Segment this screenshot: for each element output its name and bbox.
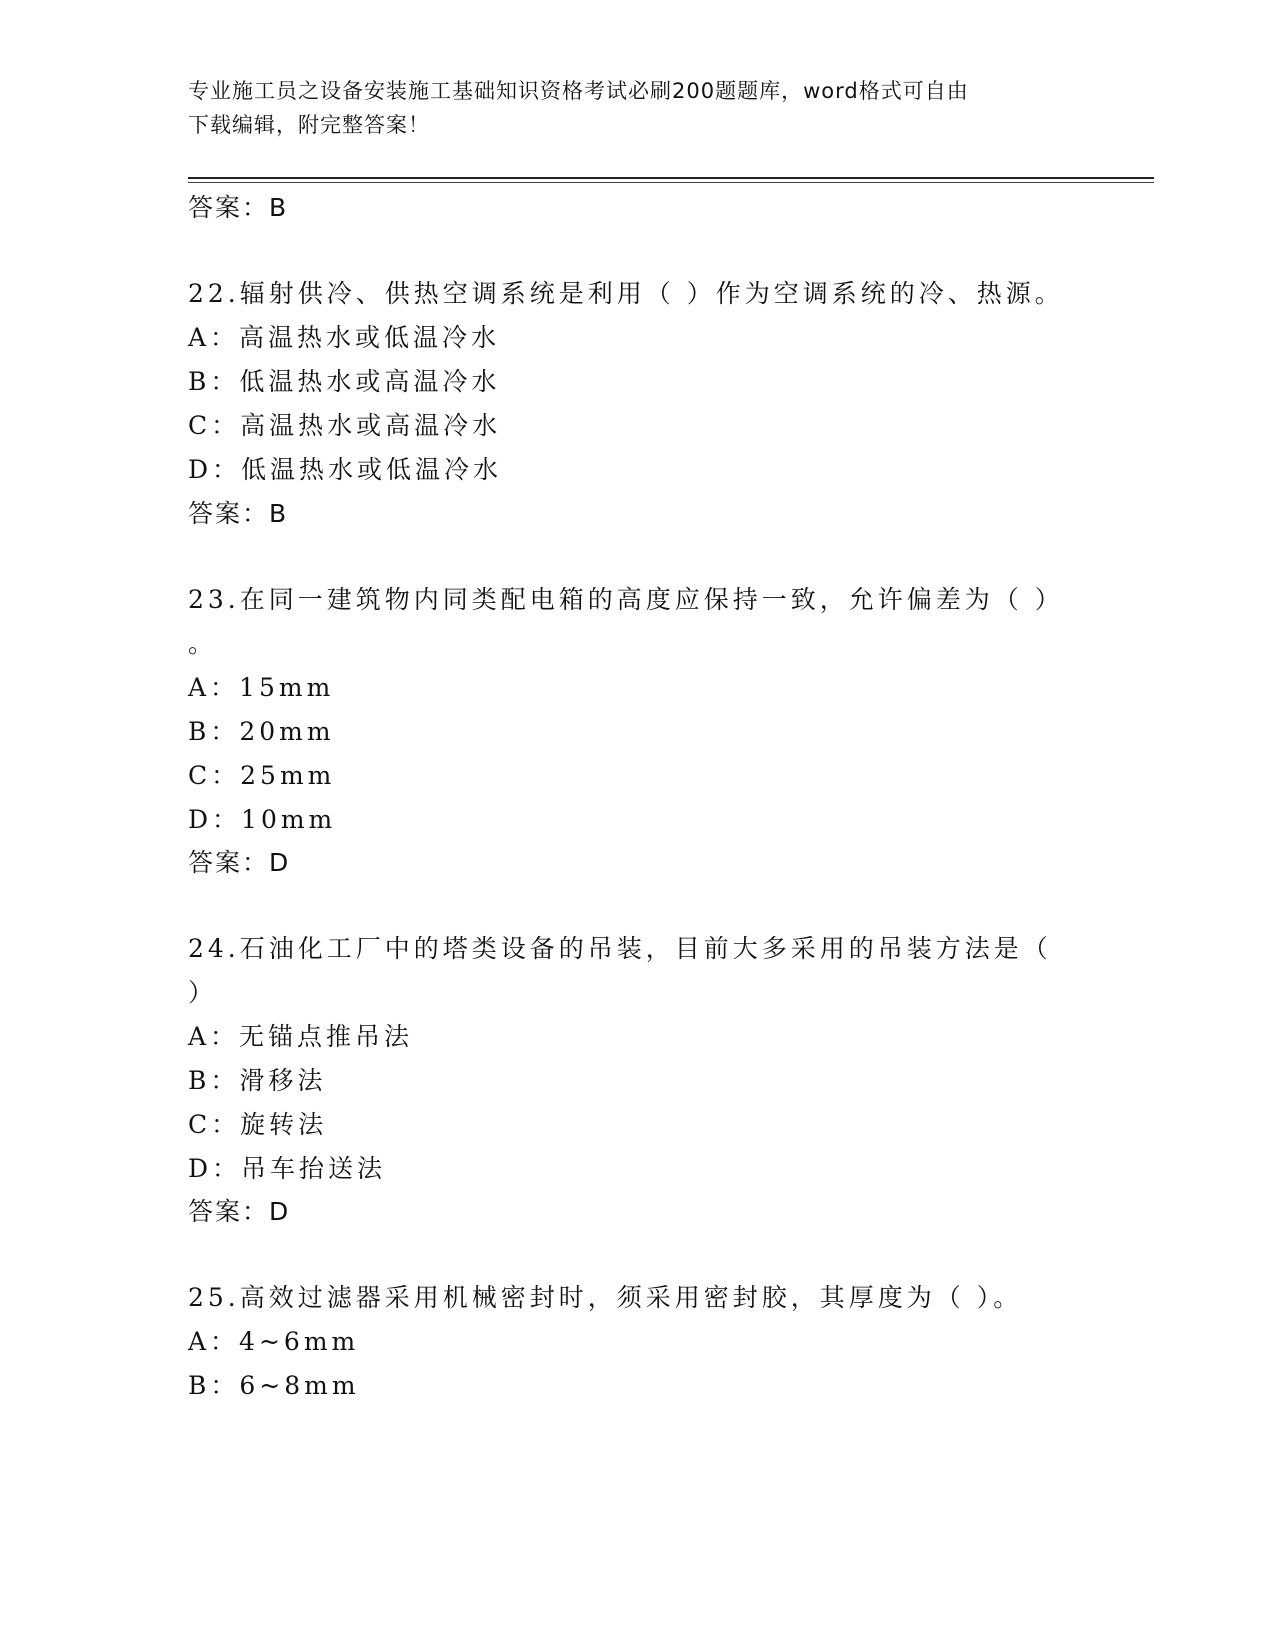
- question-24-stem-line-1: 24.石油化工厂中的塔类设备的吊装，目前大多采用的吊装方法是（: [188, 934, 1052, 963]
- header-divider-thin: [188, 182, 1154, 183]
- question-23-option-a: A：15mm: [188, 673, 335, 702]
- question-22-option-a: A：高温热水或低温冷水: [188, 323, 501, 352]
- question-25-option-a: A：4~6mm: [188, 1327, 360, 1356]
- question-25-option-b: B：6~8mm: [188, 1371, 360, 1400]
- question-23-option-c: C：25mm: [188, 761, 336, 790]
- question-23-stem-line-2: 。: [188, 629, 218, 658]
- answer-24: 答案：D: [188, 1197, 291, 1226]
- question-24-option-d: D：吊车抬送法: [188, 1154, 387, 1183]
- document-header: [188, 74, 1088, 142]
- question-23-option-b: B：20mm: [188, 717, 335, 746]
- question-22-option-d: D：低温热水或低温冷水: [188, 455, 503, 484]
- header-line-1: 专业施工员之设备安装施工基础知识资格考试必刷200题题库，word格式可自由: [188, 79, 969, 103]
- header-divider-thick: [188, 177, 1154, 179]
- answer-22: 答案：B: [188, 499, 289, 528]
- question-24-option-b: B：滑移法: [188, 1066, 327, 1095]
- question-23-stem-line-1: 23.在同一建筑物内同类配电箱的高度应保持一致，允许偏差为（ ）: [188, 585, 1064, 614]
- question-22-option-b: B：低温热水或高温冷水: [188, 367, 501, 396]
- question-22-stem: 22.辐射供冷、供热空调系统是利用（ ）作为空调系统的冷、热源。: [188, 279, 1064, 308]
- question-24-option-c: C：旋转法: [188, 1110, 328, 1139]
- header-line-2: 下载编辑，附完整答案！: [188, 113, 430, 137]
- answer-23: 答案：D: [188, 848, 291, 877]
- question-24-option-a: A：无锚点推吊法: [188, 1022, 414, 1051]
- question-25-stem: 25.高效过滤器采用机械密封时，须采用密封胶，其厚度为（ ）。: [188, 1283, 1023, 1312]
- question-22-option-c: C：高温热水或高温冷水: [188, 411, 502, 440]
- question-23-option-d: D：10mm: [188, 805, 337, 834]
- answer-21: 答案：B: [188, 193, 289, 222]
- question-24-stem-line-2: ）: [188, 978, 218, 1007]
